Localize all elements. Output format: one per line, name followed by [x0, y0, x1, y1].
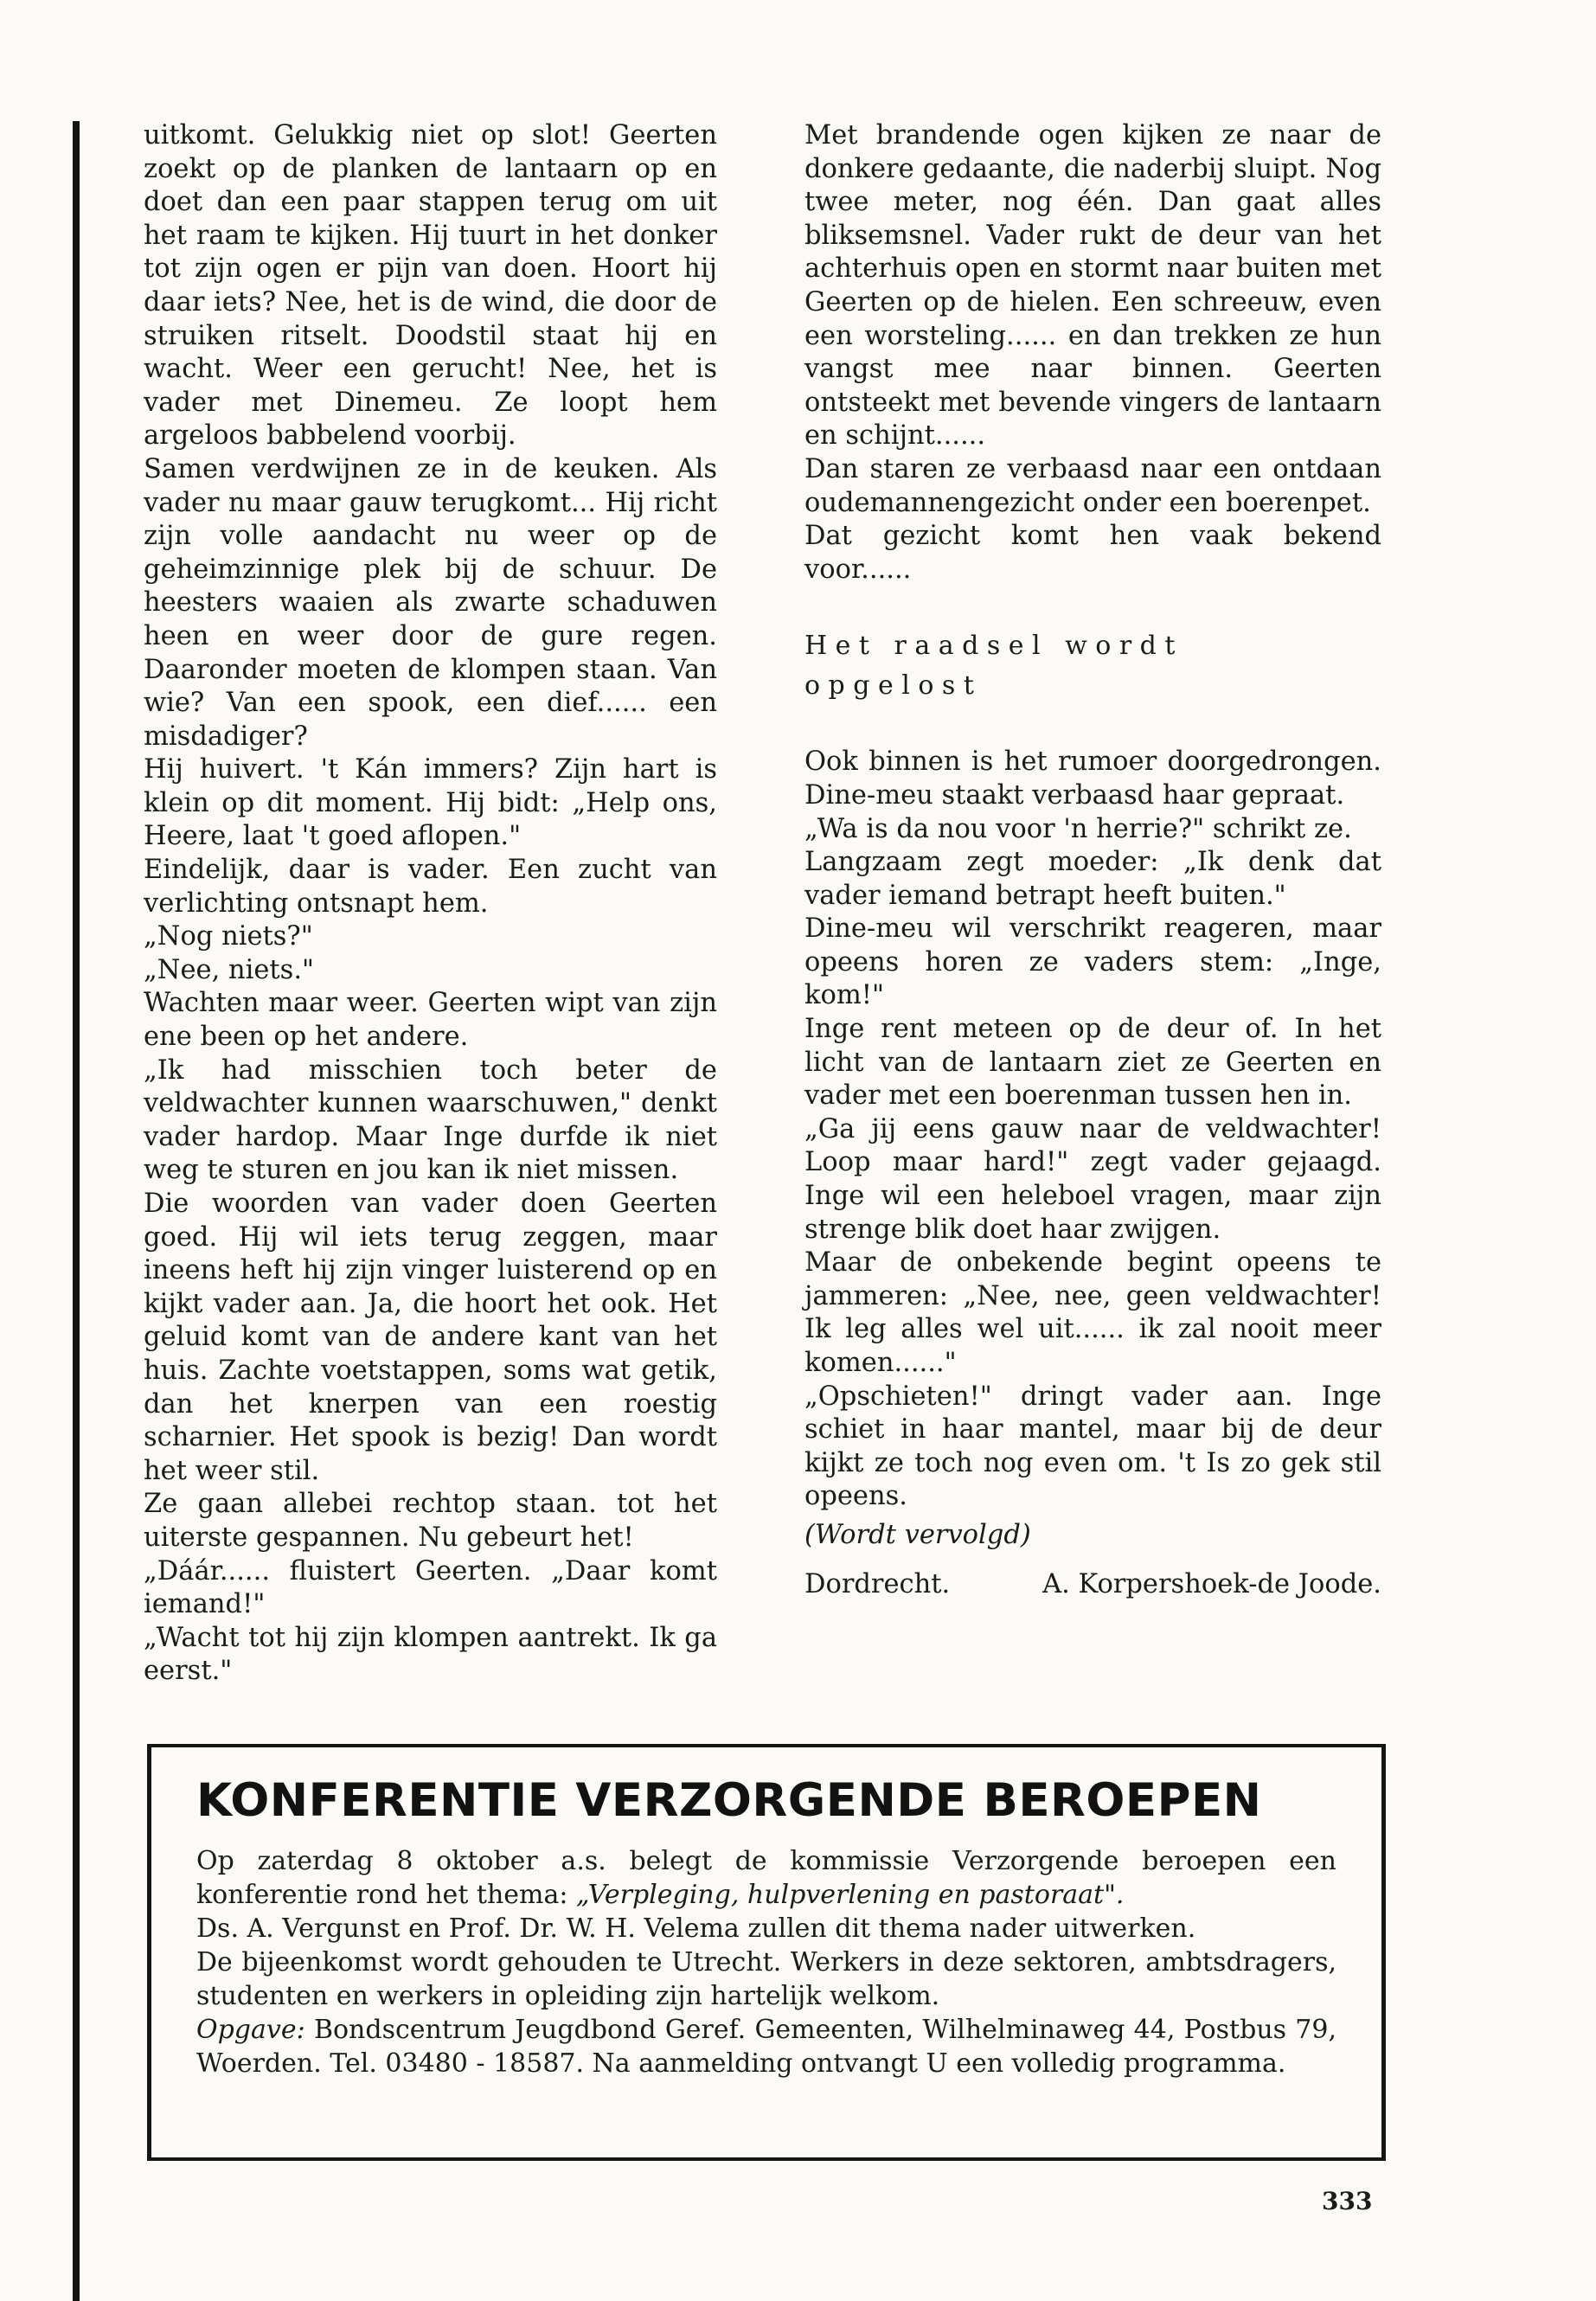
signature-author: A. Korpershoek-de Joode. — [1042, 1568, 1381, 1599]
signature — [804, 1568, 1381, 1602]
paragraph: Inge rent meteen op de deur of. In het licht van de lantaarn ziet ze Geerten en vader met een boerenman tussen hen in. — [804, 1014, 1381, 1112]
paragraph: Dine-meu wil verschrikt reageren, maar opeens horen ze vaders stem: „Inge, kom!" — [804, 913, 1381, 1011]
paragraph: „Opschieten!" dringt vader aan. Inge schiet in haar mantel, maar bij de deur kijkt ze toch nog even om. 't Is zo gek stil opeens. — [804, 1381, 1381, 1512]
paragraph: Dan staren ze verbaasd naar een ontdaan oudemannengezicht onder een boerenpet. — [804, 453, 1381, 518]
announcement-speakers: Ds. A. Vergunst en Prof. Dr. W. H. Velema zullen dit thema nader uitwerken. — [196, 1913, 1196, 1944]
paragraph: Maar de onbekende begint opeens te jammeren: „Nee, nee, geen veldwachter! Ik leg alles wel uit...... ik zal nooit meer komen......" — [804, 1247, 1381, 1378]
paragraph: Dat gezicht komt hen vaak bekend voor...... — [804, 521, 1381, 585]
announcement-intro-text: Op zaterdag 8 oktober a.s. belegt de kommissie Verzorgende beroepen een konferentie rond het thema: — [196, 1846, 1336, 1910]
announcement-info — [196, 2013, 1336, 2080]
page-number: 333 — [1322, 2187, 1373, 2215]
paragraph: Ook binnen is het rumoer doorgedrongen. Dine-meu staakt verbaasd haar gepraat. — [804, 747, 1381, 811]
paragraph: Met brandende ogen kijken ze naar de donkere gedaante, die naderbij sluipt. Nog twee meter, nog één. Dan gaat alles bliksemsnel. Vader rukt de deur van het achterhuis open en stormt naar buiten met Geerten op de hielen. Een schreeuw, even een worsteling...... en dan trekken ze hun vangst mee naar binnen. Geerten ontsteekt met bevende vingers de lantaarn en schijnt...... — [804, 120, 1381, 452]
announcement-details: De bijeenkomst wordt gehouden te Utrecht. Werkers in deze sektoren, ambtsdragers, studenten en werkers in opleiding zijn hartelijk welkom. — [196, 1947, 1336, 2011]
paragraph: uitkomt. Gelukkig niet op slot! Geerten zoekt op de planken de lantaarn op en doet dan een paar stappen terug om uit het raam te kijken. Hij tuurt in het donker tot zijn ogen er pijn van doen. Hoort hij daar iets? Nee, het is de wind, die door de struiken ritselt. Doodstil staat hij en wacht. Weer een gerucht! Nee, het is vader met Dinemeu. Ze loopt hem argeloos babbelend voorbij. — [144, 120, 717, 452]
paragraph: Ze gaan allebei rechtop staan. tot het uiterste gespannen. Nu gebeurt het! — [144, 1489, 717, 1553]
announcement-theme: „Verpleging, hulpverlening en pastoraat". — [576, 1880, 1125, 1910]
paragraph: „Wacht tot hij zijn klompen aantrekt. Ik ga eerst." — [144, 1622, 717, 1687]
dialogue-line: „Nee, niets." — [144, 954, 315, 985]
paragraph: „Ga jij eens gauw naar de veldwachter! Loop maar hard!" zegt vader gejaagd. Inge wil een heleboel vragen, maar zijn strenge blik doet haar zwijgen. — [804, 1113, 1381, 1245]
section-heading-line-1: Het raadsel wordt — [804, 631, 1183, 662]
announcement-intro — [196, 1844, 1336, 1912]
paragraph: Samen verdwijnen ze in de keuken. Als vader nu maar gauw terugkomt... Hij richt zijn volle aandacht nu weer op de geheimzinnige plek bij de schuur. De heesters waaien als zwarte schaduwen heen en weer door de gure regen. Daaronder moeten de klompen staan. Van wie? Van een spook, een dief...... een misdadiger? — [144, 453, 717, 752]
announcement-info-text: Bondscentrum Jeugdbond Geref. Gemeenten, Wilhelminaweg 44, Postbus 79, Woerden. Tel. 03480 - 18587. Na aanmelding ontvangt U een volledig programma. — [196, 2015, 1336, 2079]
left-column — [144, 119, 717, 1689]
paragraph: Hij huivert. 't Kán immers? Zijn hart is klein op dit moment. Hij bidt: „Help ons, Heere, laat 't goed aflopen." — [144, 754, 717, 852]
paragraph: „Dáár...... fluistert Geerten. „Daar komt iemand!" — [144, 1555, 717, 1620]
continued-note: (Wordt vervolgd) — [804, 1519, 1031, 1550]
page-edge-rule — [73, 121, 80, 2301]
announcement-info-label: Opgave: — [196, 2015, 305, 2045]
right-column — [804, 119, 1381, 1601]
paragraph: Eindelijk, daar is vader. Een zucht van verlichting ontsnapt hem. — [144, 855, 717, 919]
paragraph: „Ik had misschien toch beter de veldwachter kunnen waarschuwen," denkt vader hardop. Maar Inge durfde ik niet weg te sturen en jou kan ik niet missen. — [144, 1054, 717, 1186]
paragraph: Die woorden van vader doen Geerten goed. Hij wil iets terug zeggen, maar ineens heft hij zijn vinger luisterend op en kijkt vader aan. Ja, die hoort het ook. Het geluid komt van de andere kant van het huis. Zachte voetstappen, soms wat getik, dan het knerpen van een roestig scharnier. Het spook is bezig! Dan wordt het weer stil. — [144, 1189, 717, 1486]
dialogue-line: „Nog niets?" — [144, 921, 313, 952]
paragraph: Wachten maar weer. Geerten wipt van zijn ene been op het andere. — [144, 988, 717, 1053]
section-heading-line-2: opgelost — [804, 670, 983, 702]
paragraph: Langzaam zegt moeder: „Ik denk dat vader iemand betrapt heeft buiten." — [804, 847, 1381, 911]
paragraph: „Wa is da nou voor 'n herrie?" schrikt ze. — [804, 813, 1352, 844]
announcement-title: KONFERENTIE VERZORGENDE BEROEPEN — [196, 1774, 1262, 1827]
signature-place: Dordrecht. — [804, 1568, 951, 1599]
announcement-box — [147, 1744, 1386, 2161]
margin-mark — [73, 182, 78, 260]
